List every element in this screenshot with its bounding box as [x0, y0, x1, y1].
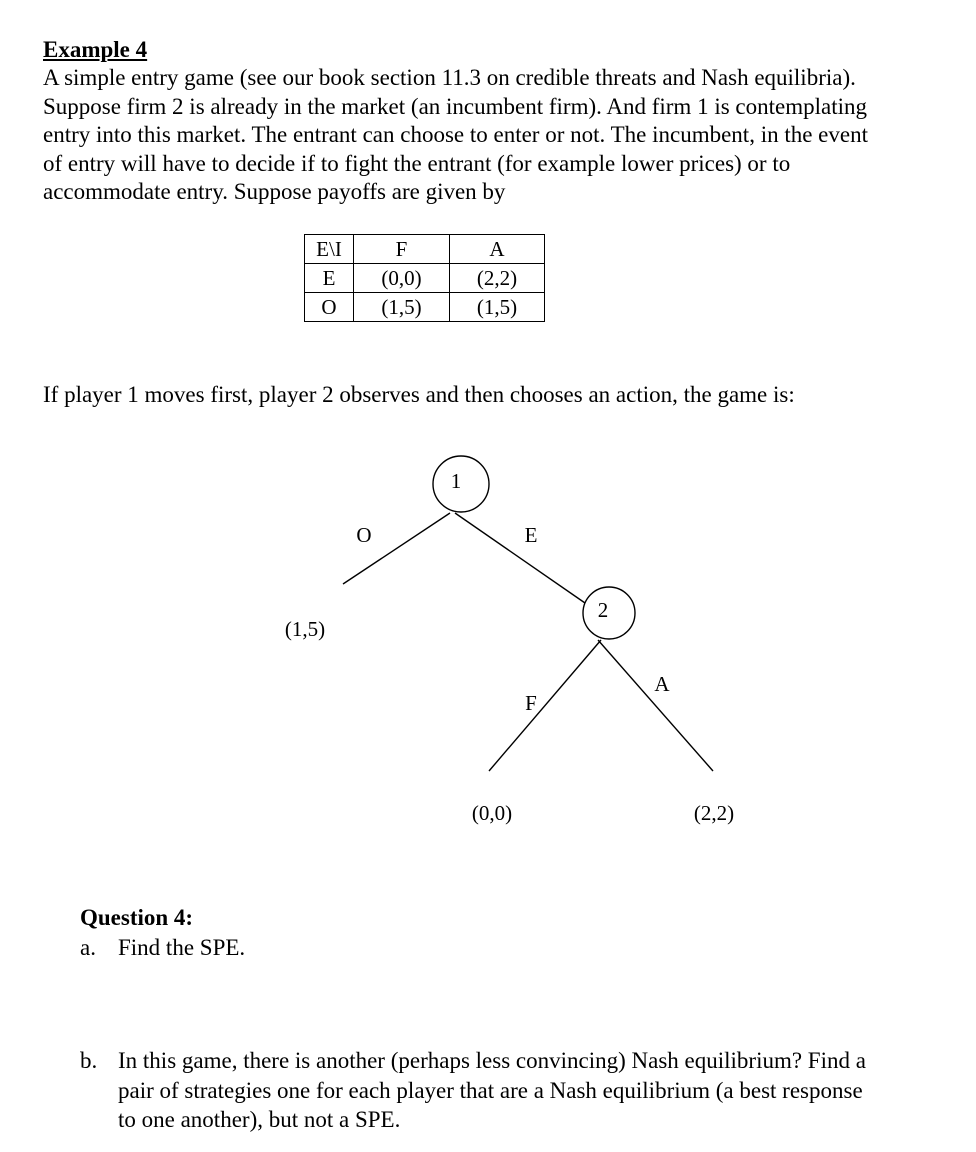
table-cell: (2,2) — [450, 264, 545, 293]
question-a-letter: a. — [80, 935, 96, 960]
paragraph-line: accommodate entry. Suppose payoffs are given by — [43, 179, 506, 205]
table-row-label: E — [305, 264, 354, 293]
question-b-line: In this game, there is another (perhaps less convincing) Nash equilibrium? Find a — [118, 1048, 866, 1073]
incumbent-node-label: 2 — [597, 598, 609, 622]
paragraph-line: entry into this market. The entrant can choose to enter or not. The incumbent, in the event — [43, 122, 868, 148]
paragraph-line: of entry will have to decide if to fight the entrant (for example lower prices) or to — [43, 150, 791, 176]
question-b-line: to one another), but not a SPE. — [118, 1107, 401, 1132]
table-cell: (0,0) — [354, 264, 450, 293]
branch-fight-line — [489, 640, 601, 771]
paragraph-line: A simple entry game (see our book section 11.3 on credible threats and Nash equilibria). — [43, 65, 856, 90]
table-header-f: F — [354, 235, 450, 264]
table-header-a: A — [450, 235, 545, 264]
fight-branch-label: F — [525, 691, 537, 715]
question-title: Question 4: — [80, 905, 194, 930]
paragraph-line: Suppose firm 2 is already in the market (an incumbent firm). And firm 1 is contemplating — [43, 93, 867, 119]
question-a-text — [118, 933, 245, 963]
table-corner-cell: E\I — [305, 235, 354, 264]
table-row-label: O — [305, 293, 354, 322]
incumbent-node-circle — [583, 587, 635, 639]
question-a-line: Find the SPE. — [118, 935, 246, 960]
root-node-label: 1 — [450, 469, 462, 493]
table-cell: (1,5) — [354, 293, 450, 322]
question-b-text — [118, 1046, 866, 1135]
tree-intro-text: If player 1 moves first, player 2 observes and then chooses an action, the game is: — [43, 382, 795, 407]
enter-branch-label: E — [524, 523, 538, 547]
question-b-letter: b. — [80, 1048, 98, 1073]
accommodate-payoff-label: (2,2) — [693, 801, 735, 825]
branch-enter-line — [455, 513, 585, 603]
table-cell: (1,5) — [450, 293, 545, 322]
fight-payoff-label: (0,0) — [471, 801, 513, 825]
out-branch-label: O — [356, 523, 372, 547]
question-b-line: pair of strategies one for each player that are a Nash equilibrium (a best response — [118, 1077, 863, 1103]
accommodate-branch-label: A — [654, 672, 670, 696]
out-payoff-label: (1,5) — [284, 617, 326, 641]
branch-accommodate-line — [598, 640, 713, 771]
example-heading: Example 4 — [43, 37, 148, 62]
